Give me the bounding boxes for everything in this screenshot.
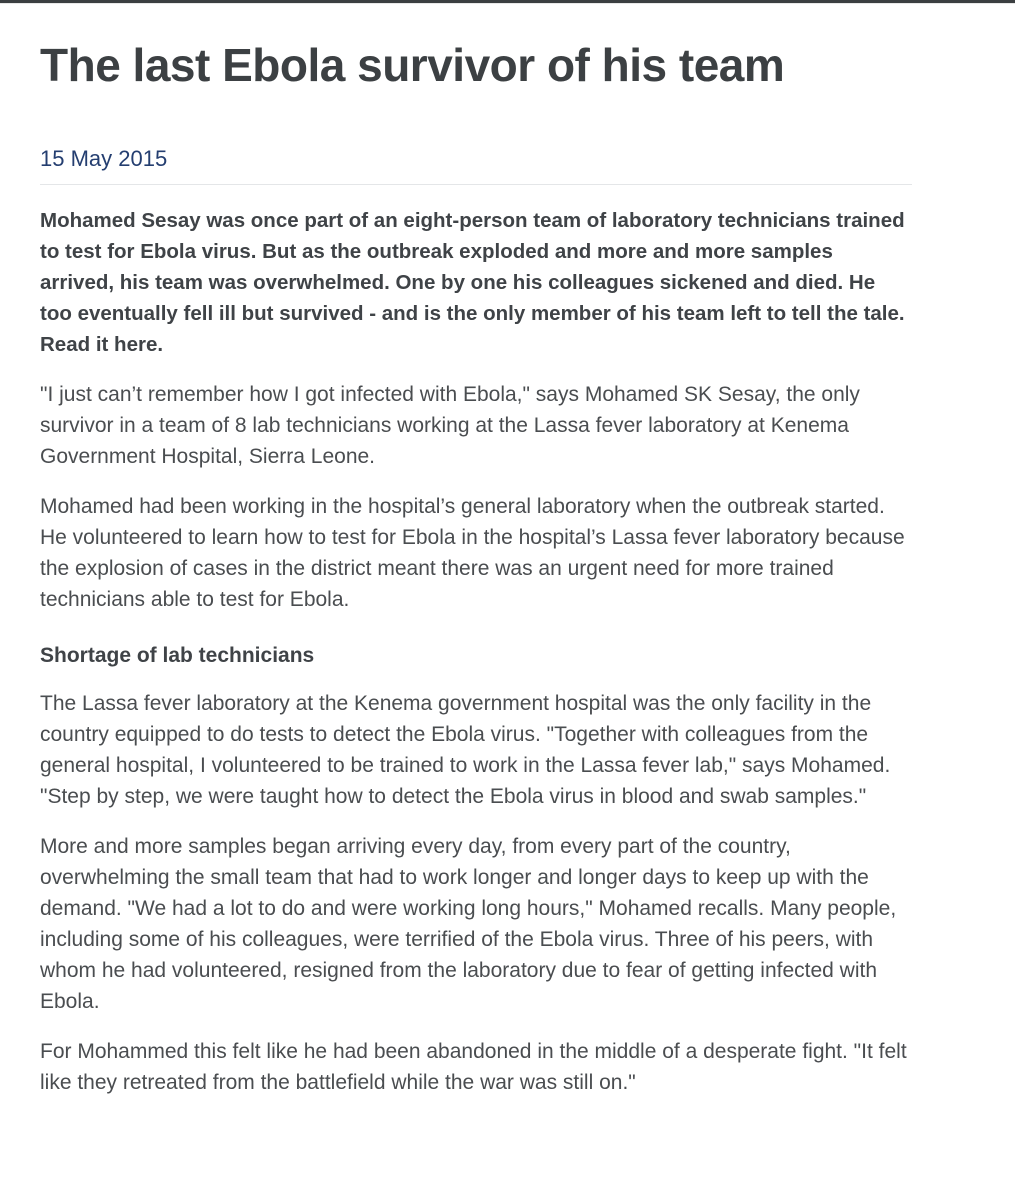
paragraph-1: "I just can’t remember how I got infected with Ebola," says Mohamed SK Sesay, the only survivor in a team of 8 lab technicians working at the Lassa fever laboratory at Kenema Government Hospital, Sierra Leone. — [40, 383, 860, 468]
article — [40, 34, 912, 1098]
paragraph-3: The Lassa fever laboratory at the Kenema government hospital was the only facility in the country equipped to do tests to detect the Ebola virus. "Together with colleagues from the general hospital, I volunteered to be trained to work in the Lassa fever lab," says Mohamed. "Step by step, we were taught how to detect the Ebola virus in blood and swab samples." — [40, 692, 891, 808]
paragraph-5: For Mohammed this felt like he had been abandoned in the middle of a desperate fight. "It felt like they retreated from the battlefield while the war was still on." — [40, 1040, 907, 1094]
divider — [40, 184, 912, 185]
top-border-bar — [0, 0, 1015, 4]
paragraph-4: More and more samples began arriving every day, from every part of the country, overwhelming the small team that had to work longer and longer days to keep up with the demand. "We had a lot to do and were working long hours," Mohamed recalls. Many people, including some of his colleagues, were terrified of the Ebola virus. Three of his peers, with whom he had volunteered, resigned from the laboratory due to fear of getting infected with Ebola. — [40, 835, 897, 1013]
paragraph-2: Mohamed had been working in the hospital’s general laboratory when the outbreak started. He volunteered to learn how to test for Ebola in the hospital’s Lassa fever laboratory because the explosion of cases in the district meant there was an urgent need for more trained technicians able to test for Ebola. — [40, 495, 905, 611]
article-date: 15 May 2015 — [40, 146, 168, 171]
page-title: The last Ebola survivor of his team — [40, 39, 785, 91]
section-heading: Shortage of lab technicians — [40, 644, 315, 667]
intro-paragraph: Mohamed Sesay was once part of an eight-person team of laboratory technicians trained to test for Ebola virus. But as the outbreak exploded and more and more samples arrived, his team was overwhelmed. One by one his colleagues sickened and died. He too eventually fell ill but survived - and is the only member of his team left to tell the tale. Read it here. — [40, 209, 905, 356]
